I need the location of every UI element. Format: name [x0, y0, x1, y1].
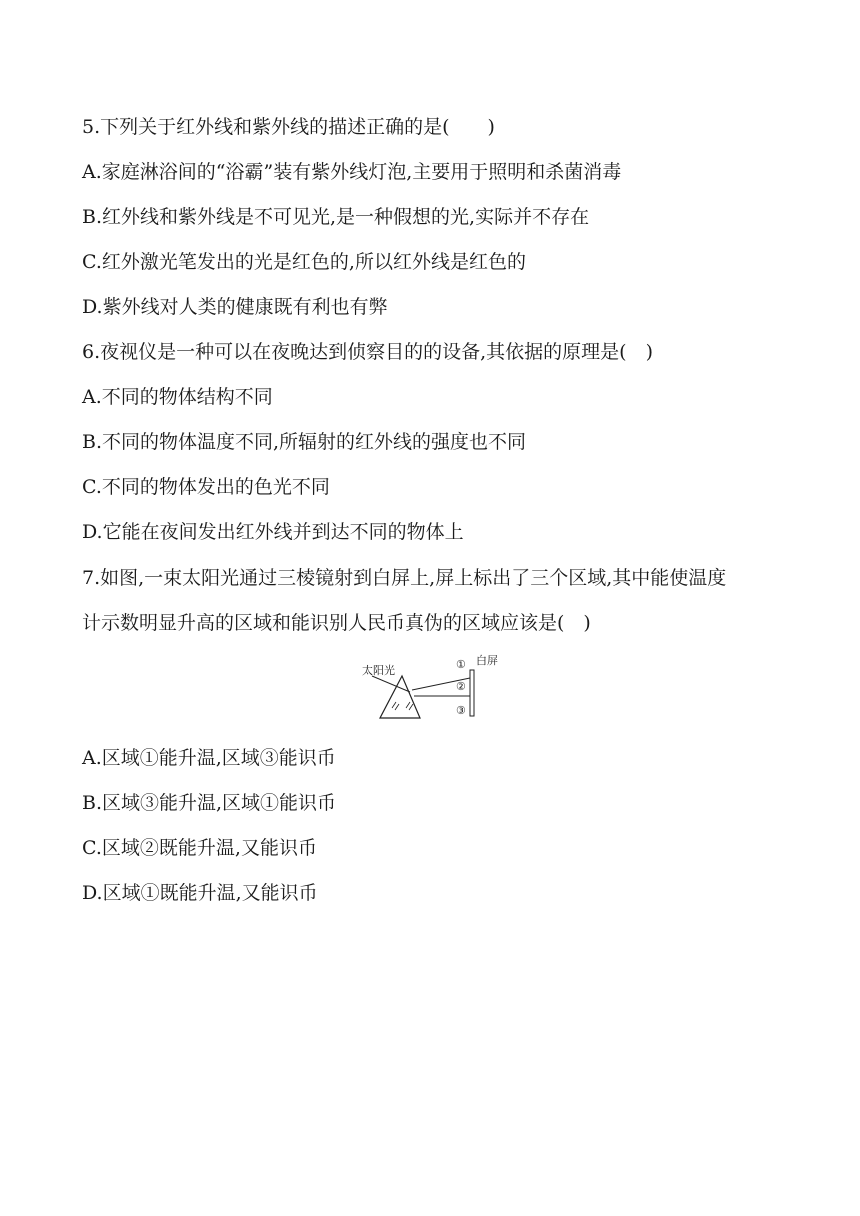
- region-1-label: ①: [456, 658, 466, 671]
- question-7-option-b: B.区域③能升温,区域①能识币: [82, 792, 337, 814]
- sunlight-label: 太阳光: [362, 664, 395, 677]
- question-7-option-a: A.区域①能升温,区域③能识币: [82, 747, 336, 769]
- question-5-option-a: A.家庭淋浴间的“浴霸”装有紫外线灯泡,主要用于照明和杀菌消毒: [82, 161, 622, 183]
- region-2-label: ②: [456, 680, 466, 693]
- screen-label: 白屏: [476, 654, 498, 667]
- question-6-stem: 6.夜视仪是一种可以在夜晚达到侦察目的的设备,其依据的原理是( ): [82, 341, 653, 363]
- question-7-stem-line-1: 7.如图,一束太阳光通过三棱镜射到白屏上,屏上标出了三个区域,其中能使温度: [82, 567, 727, 589]
- prism-hatch: [409, 704, 413, 710]
- question-7-stem-line-2: 计示数明显升高的区域和能识别人民币真伪的区域应该是( ): [82, 612, 591, 634]
- prism-hatch: [392, 702, 396, 708]
- prism-hatch: [395, 704, 399, 710]
- question-6-option-c: C.不同的物体发出的色光不同: [82, 476, 330, 498]
- question-6-option-d: D.它能在夜间发出红外线并到达不同的物体上: [82, 521, 464, 543]
- question-7-option-d: D.区域①既能升温,又能识币: [82, 882, 318, 904]
- question-6-option-a: A.不同的物体结构不同: [82, 386, 273, 408]
- prism-diagram: [362, 654, 502, 722]
- question-5-option-b: B.红外线和紫外线是不可见光,是一种假想的光,实际并不存在: [82, 206, 590, 228]
- question-6-option-b: B.不同的物体温度不同,所辐射的红外线的强度也不同: [82, 431, 527, 453]
- region-3-label: ③: [456, 704, 466, 717]
- white-screen: [470, 670, 474, 716]
- question-5-option-d: D.紫外线对人类的健康既有利也有弊: [82, 296, 388, 318]
- prism-hatch: [406, 702, 410, 708]
- question-5-option-c: C.红外激光笔发出的光是红色的,所以红外线是红色的: [82, 251, 526, 273]
- question-7-option-c: C.区域②既能升温,又能识币: [82, 837, 317, 859]
- sunlight-ray: [372, 676, 410, 692]
- question-5-stem: 5.下列关于红外线和紫外线的描述正确的是( ): [82, 116, 495, 138]
